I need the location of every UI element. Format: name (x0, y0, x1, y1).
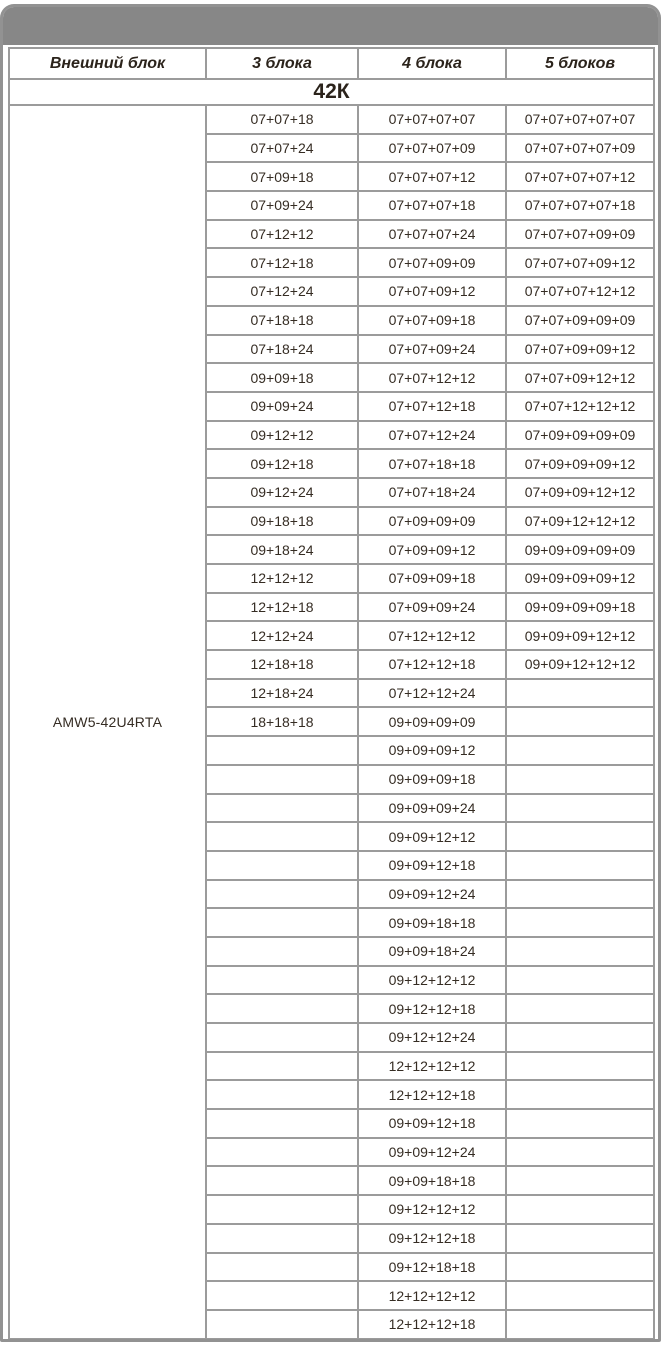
section-row (9, 79, 654, 105)
combo-cell: 09+09+12+18 (358, 1109, 506, 1138)
combo-cell: 07+07+09+09+09 (506, 306, 654, 335)
combo-cell: 07+12+12+24 (358, 679, 506, 708)
combo-cell: 09+12+24 (206, 478, 358, 507)
combo-cell: 07+12+24 (206, 277, 358, 306)
combo-cell: 09+18+24 (206, 535, 358, 564)
combo-cell: 12+12+12+18 (358, 1080, 506, 1109)
combo-cell: 09+12+12+18 (358, 994, 506, 1023)
combo-cell: 07+07+07+09 (358, 134, 506, 163)
combo-cell: 07+07+07+09+09 (506, 220, 654, 249)
combo-cell: 07+12+12+18 (358, 650, 506, 679)
combo-cell (506, 794, 654, 823)
combo-cell (206, 736, 358, 765)
combo-cell: 07+07+12+12+12 (506, 392, 654, 421)
combo-cell (506, 908, 654, 937)
combo-cell (206, 1224, 358, 1253)
combo-cell: 07+07+07+07+07 (506, 105, 654, 134)
combo-cell (206, 1166, 358, 1195)
combo-cell: 07+09+12+12+12 (506, 507, 654, 536)
combo-cell: 07+07+09+12 (358, 277, 506, 306)
combo-cell (506, 1253, 654, 1282)
combo-cell (506, 679, 654, 708)
combo-cell (506, 994, 654, 1023)
combo-cell: 09+09+18+24 (358, 937, 506, 966)
combo-cell: 12+12+18 (206, 593, 358, 622)
combo-cell: 09+09+24 (206, 392, 358, 421)
combo-cell: 07+07+09+09+12 (506, 335, 654, 364)
combo-cell: 07+07+09+12+12 (506, 363, 654, 392)
outdoor-unit-cell: AMW5-42U4RTA (9, 105, 206, 1339)
combo-cell (206, 994, 358, 1023)
combo-cell: 09+09+09+09+12 (506, 564, 654, 593)
combo-cell (206, 1310, 358, 1339)
combo-cell (506, 1224, 654, 1253)
combo-cell (506, 966, 654, 995)
combo-cell: 07+12+18 (206, 248, 358, 277)
combo-cell (506, 1138, 654, 1167)
combo-cell: 07+07+09+09 (358, 248, 506, 277)
combo-cell: 07+07+07+09+12 (506, 248, 654, 277)
combo-cell (506, 707, 654, 736)
combo-cell: 07+09+24 (206, 191, 358, 220)
combo-cell: 07+07+07+12+12 (506, 277, 654, 306)
combo-cell: 09+09+09+09+09 (506, 535, 654, 564)
combo-cell: 09+12+12+12 (358, 966, 506, 995)
combo-cell: 07+07+18+18 (358, 449, 506, 478)
combo-cell: 07+07+12+24 (358, 421, 506, 450)
combo-cell: 07+09+09+09 (358, 507, 506, 536)
combinations-table (8, 47, 655, 1340)
combo-cell: 07+09+09+24 (358, 593, 506, 622)
combo-cell (206, 1253, 358, 1282)
combo-cell (206, 794, 358, 823)
column-header-5-units: 5 блоков (506, 48, 654, 79)
combo-cell: 12+12+12+12 (358, 1052, 506, 1081)
combo-cell: 09+09+09+12+12 (506, 621, 654, 650)
combo-cell: 07+09+09+09+09 (506, 421, 654, 450)
combo-cell: 09+09+18+18 (358, 908, 506, 937)
combo-cell: 07+18+24 (206, 335, 358, 364)
combo-cell: 09+12+12+18 (358, 1224, 506, 1253)
column-header-4-units: 4 блока (358, 48, 506, 79)
combo-cell: 07+07+07+07 (358, 105, 506, 134)
combo-cell: 07+09+09+12+12 (506, 478, 654, 507)
combo-cell (206, 1109, 358, 1138)
column-header-3-units: 3 блока (206, 48, 358, 79)
combo-cell (506, 736, 654, 765)
combo-cell (506, 765, 654, 794)
combo-cell: 07+07+18+24 (358, 478, 506, 507)
combo-cell (206, 1080, 358, 1109)
combinations-table-card (0, 4, 661, 1342)
combo-cell: 09+09+18 (206, 363, 358, 392)
combo-cell (506, 1109, 654, 1138)
column-header-outdoor-unit: Внешний блок (9, 48, 206, 79)
combo-cell (506, 1166, 654, 1195)
combo-cell (206, 1052, 358, 1081)
combo-cell: 07+07+09+24 (358, 335, 506, 364)
combo-cell: 07+07+12+18 (358, 392, 506, 421)
header-row (9, 48, 654, 79)
combo-cell (506, 880, 654, 909)
combo-cell: 07+09+09+12 (358, 535, 506, 564)
combo-cell: 09+09+09+09+18 (506, 593, 654, 622)
combo-cell (506, 822, 654, 851)
combo-cell (206, 1138, 358, 1167)
combo-cell (206, 966, 358, 995)
combo-cell: 07+07+24 (206, 134, 358, 163)
combo-cell: 09+09+18+18 (358, 1166, 506, 1195)
combo-cell: 09+09+12+12+12 (506, 650, 654, 679)
combo-cell (206, 1023, 358, 1052)
combo-cell: 07+12+12+12 (358, 621, 506, 650)
combo-cell: 07+07+07+07+12 (506, 162, 654, 191)
table-row (9, 105, 654, 134)
combo-cell (206, 851, 358, 880)
combo-cell: 07+07+12+12 (358, 363, 506, 392)
combo-cell: 09+09+09+18 (358, 765, 506, 794)
combo-cell: 09+09+12+24 (358, 880, 506, 909)
combo-cell: 12+12+24 (206, 621, 358, 650)
combo-cell (206, 937, 358, 966)
combo-cell: 09+12+18 (206, 449, 358, 478)
combo-cell: 07+07+07+07+09 (506, 134, 654, 163)
combo-cell: 09+09+12+18 (358, 851, 506, 880)
combo-cell: 12+12+12+12 (358, 1281, 506, 1310)
combo-cell: 09+09+09+09 (358, 707, 506, 736)
section-label-42k: 42К (9, 79, 654, 105)
combo-cell (206, 765, 358, 794)
combo-cell (206, 822, 358, 851)
combo-cell (206, 908, 358, 937)
combo-cell (506, 1052, 654, 1081)
combo-cell: 07+07+09+18 (358, 306, 506, 335)
gray-title-bar (3, 7, 658, 45)
combo-cell (506, 937, 654, 966)
combo-cell: 09+18+18 (206, 507, 358, 536)
combo-cell: 12+12+12+18 (358, 1310, 506, 1339)
combo-cell: 09+09+12+12 (358, 822, 506, 851)
combo-cell: 07+09+09+18 (358, 564, 506, 593)
table-body (9, 105, 654, 1339)
combo-cell (506, 1310, 654, 1339)
combo-cell (506, 851, 654, 880)
combo-cell: 18+18+18 (206, 707, 358, 736)
combo-cell: 07+07+07+24 (358, 220, 506, 249)
combo-cell: 09+09+12+24 (358, 1138, 506, 1167)
combo-cell: 07+09+09+09+12 (506, 449, 654, 478)
combo-cell: 09+09+09+12 (358, 736, 506, 765)
combo-cell: 07+07+07+12 (358, 162, 506, 191)
combo-cell (506, 1281, 654, 1310)
combo-cell (206, 1195, 358, 1224)
combo-cell: 07+09+18 (206, 162, 358, 191)
combo-cell: 09+12+12 (206, 421, 358, 450)
combo-cell: 07+12+12 (206, 220, 358, 249)
combo-cell (506, 1195, 654, 1224)
combo-cell: 09+12+18+18 (358, 1253, 506, 1282)
combo-cell: 07+07+18 (206, 105, 358, 134)
combo-cell: 12+18+18 (206, 650, 358, 679)
combo-cell: 07+07+07+07+18 (506, 191, 654, 220)
combo-cell: 12+12+12 (206, 564, 358, 593)
combo-cell (506, 1023, 654, 1052)
combo-cell: 07+18+18 (206, 306, 358, 335)
combo-cell: 09+12+12+12 (358, 1195, 506, 1224)
combo-cell: 07+07+07+18 (358, 191, 506, 220)
combo-cell (506, 1080, 654, 1109)
combo-cell: 09+12+12+24 (358, 1023, 506, 1052)
combo-cell: 09+09+09+24 (358, 794, 506, 823)
combo-cell (206, 1281, 358, 1310)
combo-cell (206, 880, 358, 909)
combo-cell: 12+18+24 (206, 679, 358, 708)
